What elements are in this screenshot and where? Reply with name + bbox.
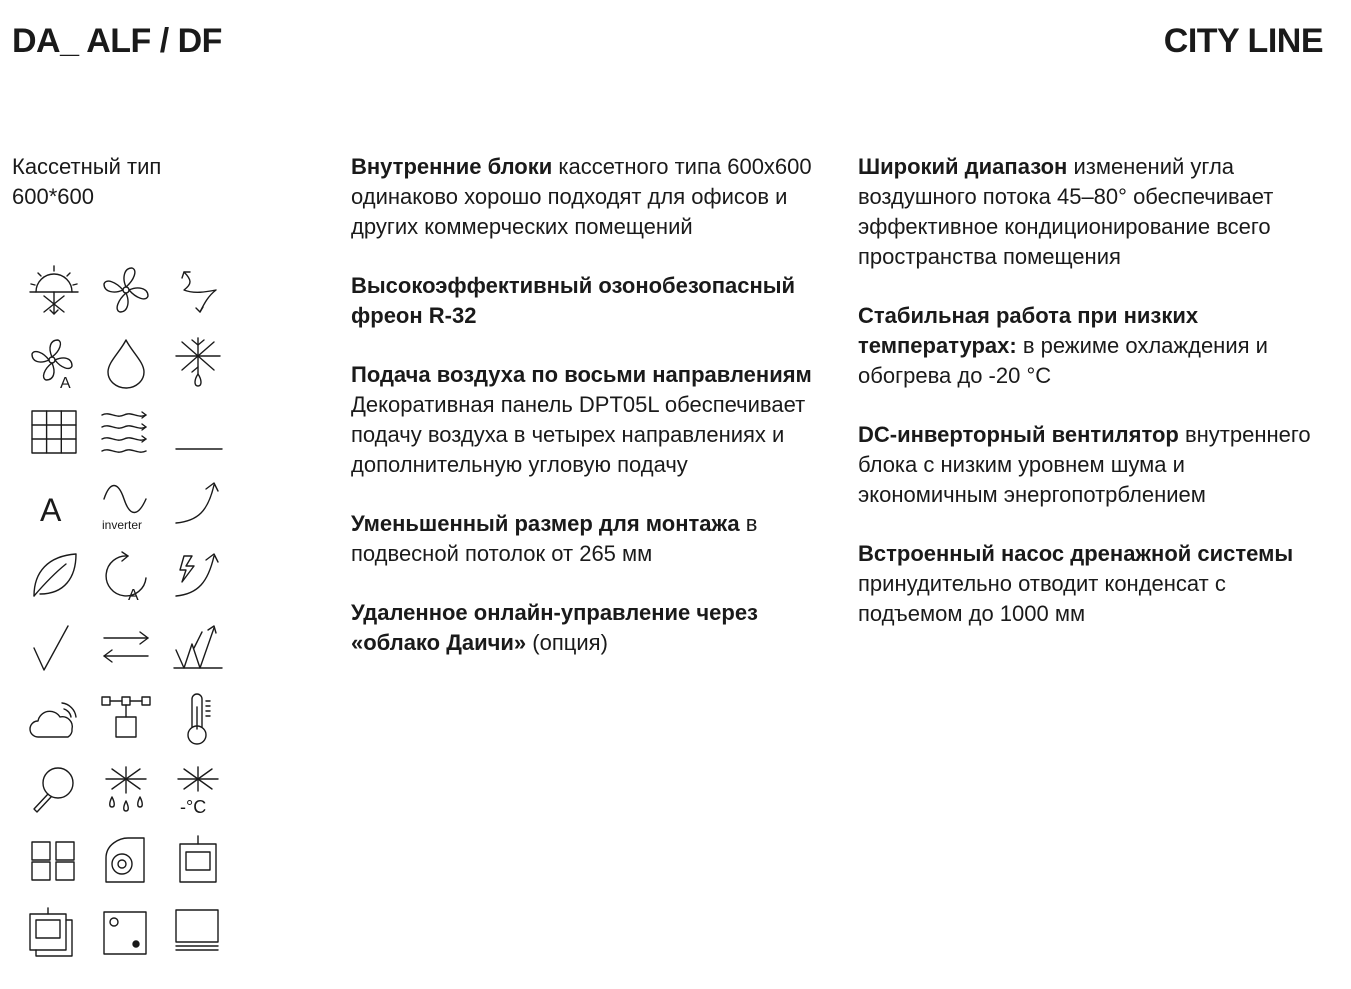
auto-mode-icon — [18, 477, 90, 549]
panel-icon — [162, 906, 234, 978]
turbo-icon — [162, 477, 234, 549]
auto-restart-icon — [90, 548, 162, 620]
feature-text: внутреннего блока с низким уровнем шума и экономичным энергопотрблением — [858, 422, 1311, 507]
feature-text: в режиме охлаждения и обогрева до -20 °C — [858, 333, 1268, 388]
unit-type-line1: Кассетный тип — [12, 154, 162, 179]
feature-dc-fan — [858, 420, 1328, 510]
feature-text: (опция) — [532, 630, 608, 655]
icon-grid — [18, 262, 234, 977]
feature-title: Уменьшенный размер для монтажа — [351, 511, 740, 536]
auto-mode-label: A — [40, 491, 62, 528]
feature-title: Высокоэффективный озонобезопасный фреон R-32 — [351, 273, 796, 328]
auto-fan-icon — [18, 334, 90, 406]
unit-type-line2: 600*600 — [12, 184, 94, 209]
airflow-icon — [90, 405, 162, 477]
feature-title: DC-инверторный вентилятор — [858, 422, 1179, 447]
low-temp-label: -°C — [180, 796, 207, 817]
centrifugal-fan-icon — [90, 834, 162, 906]
low-temp-icon — [162, 763, 234, 835]
feature-indoor-units — [351, 152, 821, 242]
wired-controller-icon — [162, 834, 234, 906]
feature-refrigerant — [351, 271, 821, 331]
feature-text: Декоративная панель DPT05L обеспечивает подачу воздуха в четырех направлениях и дополнительную угловую подачу — [351, 392, 806, 477]
heat-cool-icon — [18, 262, 90, 334]
features-left — [351, 152, 821, 687]
hot-start-icon — [162, 548, 234, 620]
self-diagnosis-icon — [162, 620, 234, 692]
feature-title: Удаленное онлайн-управление через «облако Даичи» — [351, 600, 758, 655]
dash-icon — [162, 405, 234, 477]
auto-fan-label: A — [60, 374, 71, 390]
feature-title: Широкий диапазон — [858, 154, 1068, 179]
inverter-icon — [90, 477, 162, 549]
swing-icon — [162, 262, 234, 334]
filter-grid-icon — [18, 405, 90, 477]
feature-drain-pump — [858, 539, 1328, 629]
remote-icon — [90, 906, 162, 978]
search-icon — [18, 763, 90, 835]
feature-title: Встроенный насос дренажной системы — [858, 541, 1294, 566]
feature-title: Подача воздуха по восьми направлениям — [351, 362, 812, 387]
feature-eight-directions — [351, 360, 821, 480]
display-icon — [18, 834, 90, 906]
feature-wide-range — [858, 152, 1328, 272]
thermometer-icon — [162, 691, 234, 763]
model-title: DA_ ALF / DF — [12, 22, 222, 60]
feature-title: Стабильная работа при низких температурах: — [858, 303, 1199, 358]
feature-mount-size — [351, 509, 821, 569]
reverse-flow-icon — [90, 620, 162, 692]
unit-type — [12, 152, 312, 212]
feature-text: кассетного типа 600х600 одинаково хорошо подходят для офисов и других коммерческих помещений — [351, 154, 812, 239]
inverter-label: inverter — [102, 517, 143, 532]
dry-mode-icon — [90, 334, 162, 406]
check-icon — [18, 620, 90, 692]
feature-title: Внутренние блоки — [351, 154, 553, 179]
series-title: CITY LINE — [1163, 22, 1323, 60]
features-right — [858, 152, 1328, 658]
feature-cloud-control — [351, 598, 821, 658]
cloud-wifi-icon — [18, 691, 90, 763]
auto-restart-label: A — [128, 587, 139, 604]
feature-text: принудительно отводит конденсат с подъемом до 1000 мм — [858, 571, 1226, 626]
fan-icon — [90, 262, 162, 334]
feature-text: в подвесной потолок от 265 мм — [351, 511, 758, 566]
feature-text: изменений угла воздушного потока 45–80° обеспечивает эффективное кондиционирование всего пространства помещения — [858, 154, 1274, 269]
network-icon — [90, 691, 162, 763]
feature-low-temp — [858, 301, 1328, 391]
defrost-icon — [90, 763, 162, 835]
central-controller-icon — [18, 906, 90, 978]
anti-freeze-icon — [162, 334, 234, 406]
eco-leaf-icon — [18, 548, 90, 620]
